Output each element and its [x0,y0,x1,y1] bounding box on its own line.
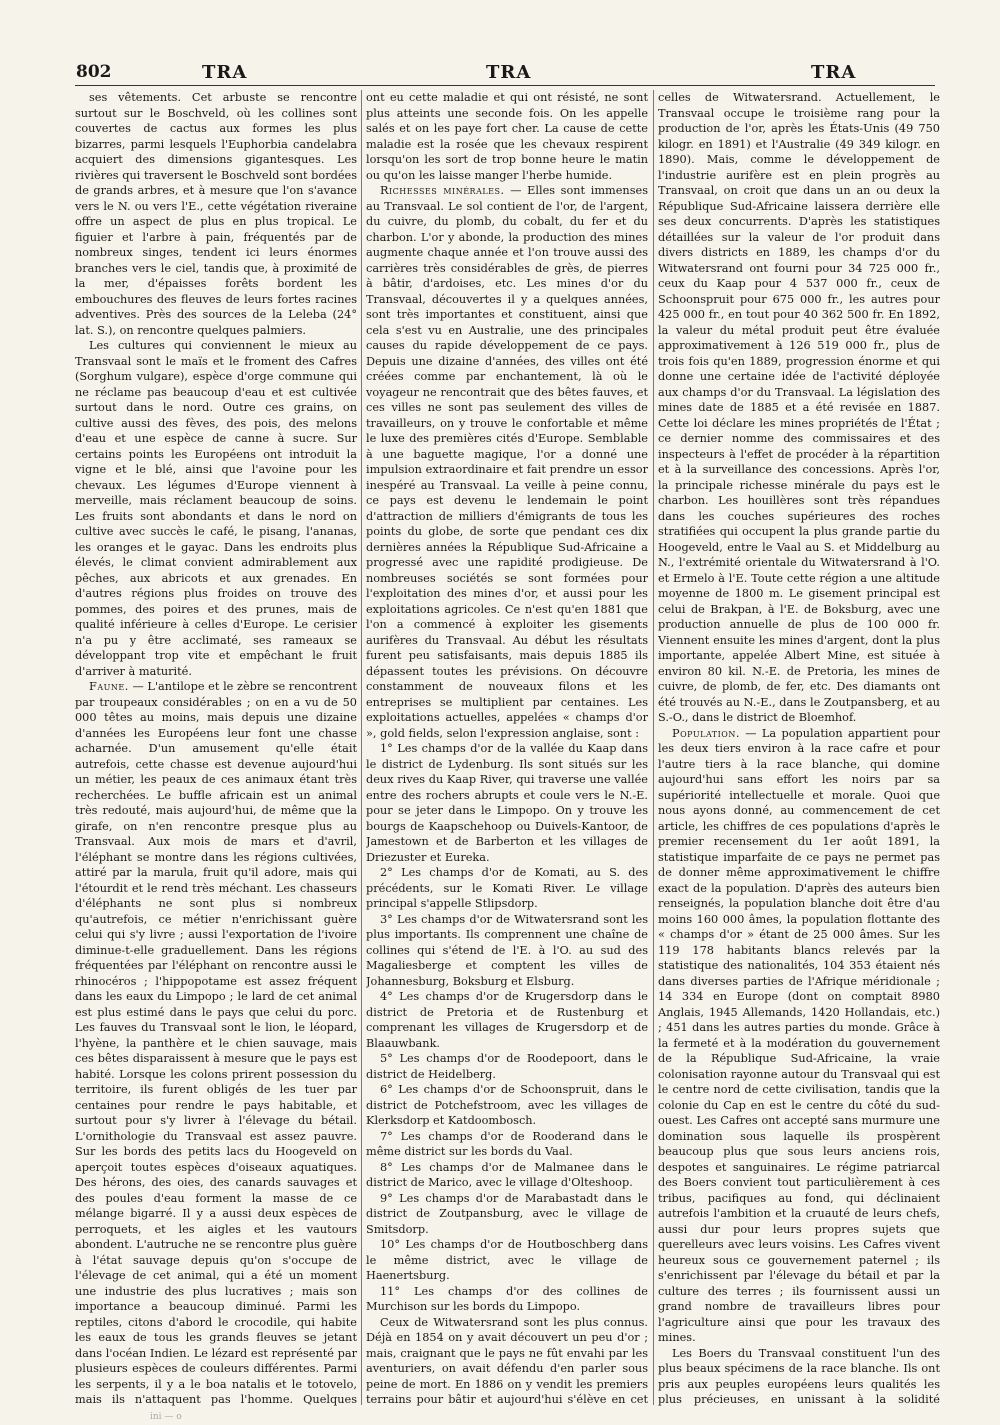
paragraph [366,1315,648,1409]
header-rule [75,85,935,86]
text-column-2 [366,90,648,1408]
section-heading: Faune. [89,680,129,693]
section-heading: Richesses minérales. [380,184,505,197]
running-head-right: TRA [811,62,857,83]
paragraph [366,1082,648,1129]
paragraph-text: 5° Les champs d'or de Roodepoort, dans le district de Heidelberg. [366,1052,648,1081]
paragraph-text: 2° Les champs d'or de Komati, au S. des précédents, sur le Komati River. Le village principal s'appelle Stlipsdorp. [366,866,648,910]
page-header [0,58,1000,90]
text-column-3 [658,90,940,1408]
paragraph [366,1129,648,1160]
paragraph-text: 8° Les champs d'or de Malmanee dans le district de Marico, avec le village d'Olteshoop. [366,1160,648,1189]
paragraph [366,1191,648,1238]
footer-faint-text: ini — o [150,1412,182,1422]
paragraph [366,741,648,865]
section-heading: Population. [672,726,740,740]
paragraph [366,912,648,990]
paragraph-text: Les cultures qui conviennent le mieux au Transvaal sont le maïs et le froment des Cafres (Sorghum vulgare), espèce d'orge commune qui ne réclame pas beaucoup d'eau et est cultivée surtout dans le nord. Outre ces grains, on cultive aussi des fèves, des pois, des melons d'eau et une espèce de canne à sucre. Sur certains points les Européens ont introduit la vigne et le blé, ainsi que l'avoine pour les chevaux. Les légumes d'Europe viennent à merveille, mais réclament beaucoup de soins. Les fruits sont abondants et dans le nord on cultive avec succès le café, le pisang, l'ananas, les oranges et le gayac. Dans les endroits plus élevés, le climat convient admirablement aux pêches, aux abricots et aux grenades. En d'autres régions plus froides on trouve des pommes, des poires et des prunes, mais de qualité inférieure à celles d'Europe. Le cerisier n'a pu y être acclimaté, ses rameaux se développant trop vite et empêchant le fruit d'arriver à maturité. [75,339,357,678]
paragraph-text: 6° Les champs d'or de Schoonspruit, dans le district de Potchefstroom, avec les villages de Klerksdorp et Katdoombosch. [366,1083,648,1127]
running-head-left: TRA [202,62,248,83]
column-separator-1 [361,90,362,1405]
paragraph [75,679,357,1408]
running-head-center: TRA [486,62,532,83]
paragraph [75,90,357,338]
paragraph-text: Ceux de Witwatersrand sont les plus connus. Déjà en 1854 on y avait découvert un peu d'or ; mais, craignant que le pays ne fût envahi par les aventuriers, on avait défendu d'en parler sous peine de mort. En 1886 on y vendit les premiers terrains pour bâtir et aujourd'hui s'élève en cet [366,1315,648,1406]
column-separator-2 [653,90,654,1405]
paragraph [366,90,648,183]
paragraph-text: 7° Les champs d'or de Rooderand dans le même district sur les bords du Vaal. [366,1129,648,1158]
paragraph-text: 3° Les champs d'or de Witwatersrand sont les plus importants. Ils comprennent une chaîne de collines qui s'étend de l'E. à l'O. au sud des Magaliesberge et comptent les villes de Johannesburg, Boksburg et Elsburg. [366,912,648,988]
paragraph [658,90,940,726]
paragraph-text: 9° Les champs d'or de Marabastadt dans le district de Zoutpansburg, avec le village de Smitsdorp. [366,1191,648,1236]
text-column-1 [75,90,357,1408]
paragraph-text: celles de Witwatersrand. Actuellement, le Transvaal occupe le troisième rang pour la production de l'or, après les États-Unis (49 750 kilogr. en 1891) et l'Australie (49 349 kilogr. en 1890). Mais, comme le développement de l'industrie aurifère est en plein progrès au Transvaal, on croit que dans un an ou deux la République Sud-Africaine laissera derrière elle ses deux concurrents. D'après les statistiques détaillées sur la valeur de l'or produit dans divers districts en 1889, les champs d'or du Witwatersrand ont fourni pour 34 725 000 fr., ceux du Kaap pour 4 537 000 fr., ceux de Schoonspruit pour 675 000 fr., les autres pour 425 000 fr., en tout pour 40 362 500 fr. En 1892, la valeur du métal produit peut être évaluée approximativement à 126 519 000 fr., plus de trois fois qu'en 1889, progression énorme et qui donne une certaine idée de l'activité déployée aux champs d'or du Transvaal. La législation des mines date de 1885 et a été revisée en 1887. Cette loi déclare les mines propriétés de l'État ; ce dernier nomme des commissaires et des inspecteurs à l'effet de procéder à la répartition et à la surveillance des concessions. Après l'or, la principale richesse minérale du pays est le charbon. Les houillères sont très répandues dans les couches supérieures des roches stratifiées qui occupent la plus grande partie du Hoogeveld, entre le Vaal au S. et Middelburg au N., l'extrémité orientale du Witwatersrand à l'O. et Ermelo à l'E. Toute cette région a une altitude moyenne de 1800 m. Le gisement principal est celui de Brakpan, à l'E. de Boksburg, avec une production annuelle de plus de 100 000 fr. Viennent ensuite les mines d'argent, dont la plus importante, appelée Albert Mine, est située à environ 80 kil. N.-E. de Pretoria, les mines de cuivre, de plomb, de fer, etc. Des diamants ont été trouvés au N.-E., dans le Zoutpansberg, et au S.-O., dans le district de Bloemhof. [658,91,940,724]
paragraph-text: — La population appartient pour les deux tiers environ à la race cafre et pour l'autre tiers à la race blanche, qui domine aujourd'hui sans effort les noirs par sa supériorité intellectuelle et morale. Quoi que nous ayons donné, au commencement de cet article, les chiffres de ces populations d'après le premier recensement du 1er août 1891, la statistique imparfaite de ce pays ne permet pas de donner même approximativement le chiffre exact de la population. D'après des auteurs bien renseignés, la population blanche doit être d'au moins 160 000 âmes, la population flottante des « champs d'or » étant de 25 000 âmes. Sur les 119 178 habitants blancs relevés par la statistique des nationalités, 104 353 étaient nés dans diverses parties de l'Afrique méridionale ; 14 334 en Europe (dont on comptait 8980 Anglais, 1945 Allemands, 1420 Hollandais, etc.) ; 451 dans les autres parties du monde. Grâce à la fermeté et à la modération du gouvernement de la République Sud-Africaine, la vraie colonisation rayonne autour du Transvaal qui est le centre nord de cette civilisation, tandis que la colonie du Cap en est le centre du côté du sud-ouest. Les Cafres ont accepté sans murmure une domination sous laquelle ils prospèrent beaucoup plus que sous leurs anciens rois, despotes et sanguinaires. Le régime patriarcal des Boers convient tout particulièrement à ces tribus, pacifiques au fond, qui déclinaient autrefois l'ambition et la cruauté de leurs chefs, aussi dur pour leurs propres sujets que querelleurs avec leurs voisins. Les Cafres vivent heureux sous ce gouvernement paternel ; ils s'enrichissent par l'élevage du bétail et par la culture des terres ; ils fournissent aussi un grand nombre de travailleurs libres pour l'agriculture ainsi que pour les travaux des mines. [658,726,940,1344]
paragraph-text: Les Boers du Transvaal constituent l'un des plus beaux spécimens de la race blanche. Ils ont pris aux peuples européens leurs qualités les plus précieuses, en unissant à la solidité [658,1346,940,1406]
paragraph-text: — L'antilope et le zèbre se rencontrent par troupeaux considérables ; on en a vu de 50 000 têtes au moins, mais depuis une dizaine d'années les Européens leur font une chasse acharnée. D'un amusement qu'elle était autrefois, cette chasse est devenue aujourd'hui un métier, les peaux de ces animaux étant très recherchées. Le buffle africain est un animal très redouté, mais aujourd'hui, de même que la girafe, on n'en rencontre presque plus au Transvaal. Aux mois de mars et d'avril, l'éléphant se montre dans les régions cultivées, attiré par la marula, fruit qu'il adore, mais qui l'étourdit et le rend très méchant. Les chasseurs d'éléphants ne sont plus si nombreux qu'autrefois, ce métier n'enrichissant guère celui qui s'y livre ; aussi l'exportation de l'ivoire diminue-t-elle graduellement. Dans les régions fréquentées par l'éléphant on rencontre aussi le rhinocéros ; l'hippopotame est assez fréquent dans les eaux du Limpopo ; le lard de cet animal est plus estimé dans le pays que celui du porc. Les fauves du Transvaal sont le lion, le léopard, l'hyène, la panthère et le chien sauvage, mais ces bêtes disparaissent à mesure que le pays est habité. Lorsque les colons prirent possession du territoire, ils furent obligés de les tuer par centaines pour rendre le pays habitable, et surtout pour s'y livrer à l'élevage du bétail. L'ornithologie du Transvaal est assez pauvre. Sur les bords des petits lacs du Hoogeveld on aperçoit toutes espèces d'oiseaux aquatiques. Des hérons, des oies, des canards sauvages et des poules d'eau forment la masse de ce mélange bigarré. Il y a aussi deux espèces de perroquets, et les aigles et les vautours abondent. L'autruche ne se rencontre plus guère à l'état sauvage depuis qu'on s'occupe de l'élevage de cet animal, qui a été un moment une industrie des plus lucratives ; mais son importance a beaucoup diminué. Parmi les reptiles, citons d'abord le crocodile, qui habite les eaux de tous les grands fleuves se jetant dans l'océan Indien. Le lézard est représenté par plusieurs espèces de couleurs différentes. Parmi les serpents, il y a le boa natalis et le totovelo, mais ils n'attaquent pas l'homme. Quelques [75,680,357,1406]
paragraph [366,865,648,912]
paragraph [366,1237,648,1284]
paragraph [658,726,940,1346]
paragraph [366,1051,648,1082]
paragraph-text: ses vêtements. Cet arbuste se rencontre surtout sur le Boschveld, où les collines sont couvertes de cactus aux formes les plus bizarres, parmi lesquels l'Euphorbia candelabra acquiert des dimensions gigantesques. Les rivières qui traversent le Boschveld sont bordées de grands arbres, et à mesure que l'on s'avance vers le N. ou vers l'E., cette végétation riveraine offre un aspect de plus en plus tropical. Le figuier et l'arbre à pain, fréquentés par de nombreux singes, tendent ici leurs énormes branches vers le ciel, tandis que, à proximité de la mer, d'épaisses forêts bordent les embouchures des fleuves de leurs fortes racines adventives. Près des sources de la Leleba (24° lat. S.), on rencontre quelques palmiers. [75,91,357,337]
paragraph [366,1160,648,1191]
paragraph-text: 11° Les champs d'or des collines de Murchison sur les bords du Limpopo. [366,1284,648,1313]
paragraph-text: 4° Les champs d'or de Krugersdorp dans le district de Pretoria et de Rustenburg et comprenant les villages de Krugersdorp et de Blaauwbank. [366,990,648,1050]
paragraph [75,338,357,679]
paragraph [366,183,648,741]
paragraph [366,1284,648,1315]
paragraph-text: — Elles sont immenses au Transvaal. Le sol contient de l'or, de l'argent, du cuivre, du plomb, du cobalt, du fer et du charbon. L'or y abonde, la production des mines augmente chaque année et l'on trouve aussi des carrières très considérables de grès, de pierres à bâtir, d'ardoises, etc. Les mines d'or du Transvaal, découvertes il y a quelques années, sont très importantes et constituent, ainsi que cela s'est vu en Australie, une des principales causes du rapide développement de ce pays. Depuis une dizaine d'années, des villes ont été créées comme par enchantement, là où le voyageur ne rencontrait que des bêtes fauves, et ces villes ne sont pas seulement des villes de travailleurs, on y trouve le confortable et même le luxe des premières cités d'Europe. Semblable à une baguette magique, l'or a donné une impulsion extraordinaire et fait prendre un essor inespéré au Transvaal. La veille à peine connu, ce pays est devenu le lendemain le point d'attraction de milliers d'émigrants de tous les points du globe, de sorte que pendant ces dix dernières années la République Sud-Africaine a progressé avec une rapidité prodigieuse. De nombreuses sociétés se sont formées pour l'exploitation des mines d'or, et aussi pour les exploitations agricoles. Ce n'est qu'en 1881 que l'on a commencé à exploiter les gisements aurifères du Transvaal. Au début les résultats furent peu satisfaisants, mais depuis 1885 ils dépassent toutes les prévisions. On découvre constamment de nouveaux filons et les entreprises se multiplient par centaines. Les exploitations actuelles, appelées « champs d'or », gold fields, selon l'expression anglaise, sont : [366,184,648,740]
paragraph-text: 10° Les champs d'or de Houtboschberg dans le même district, avec le village de Haenertsburg. [366,1238,648,1282]
paragraph-text: ont eu cette maladie et qui ont résisté, ne sont plus atteints une seconde fois. On les appelle salés et on les paye fort cher. La cause de cette maladie est la rosée que les chevaux respirent lorsqu'on les sort de trop bonne heure le matin ou qu'on les laisse manger l'herbe humide. [366,91,648,182]
paragraph [658,1346,940,1409]
paragraph [366,989,648,1051]
paragraph-text: 1° Les champs d'or de la vallée du Kaap dans le district de Lydenburg. Ils sont situés sur les deux rives du Kaap River, qui traverse une vallée entre des rochers abrupts et coule vers le N.-E. pour se jeter dans le Limpopo. On y trouve les bourgs de Kaapschehoop ou Duivels-Kantoor, de Jamestown et de Barberton et les villages de Driezuster et Eureka. [366,742,648,864]
page-number: 802 [76,62,112,82]
